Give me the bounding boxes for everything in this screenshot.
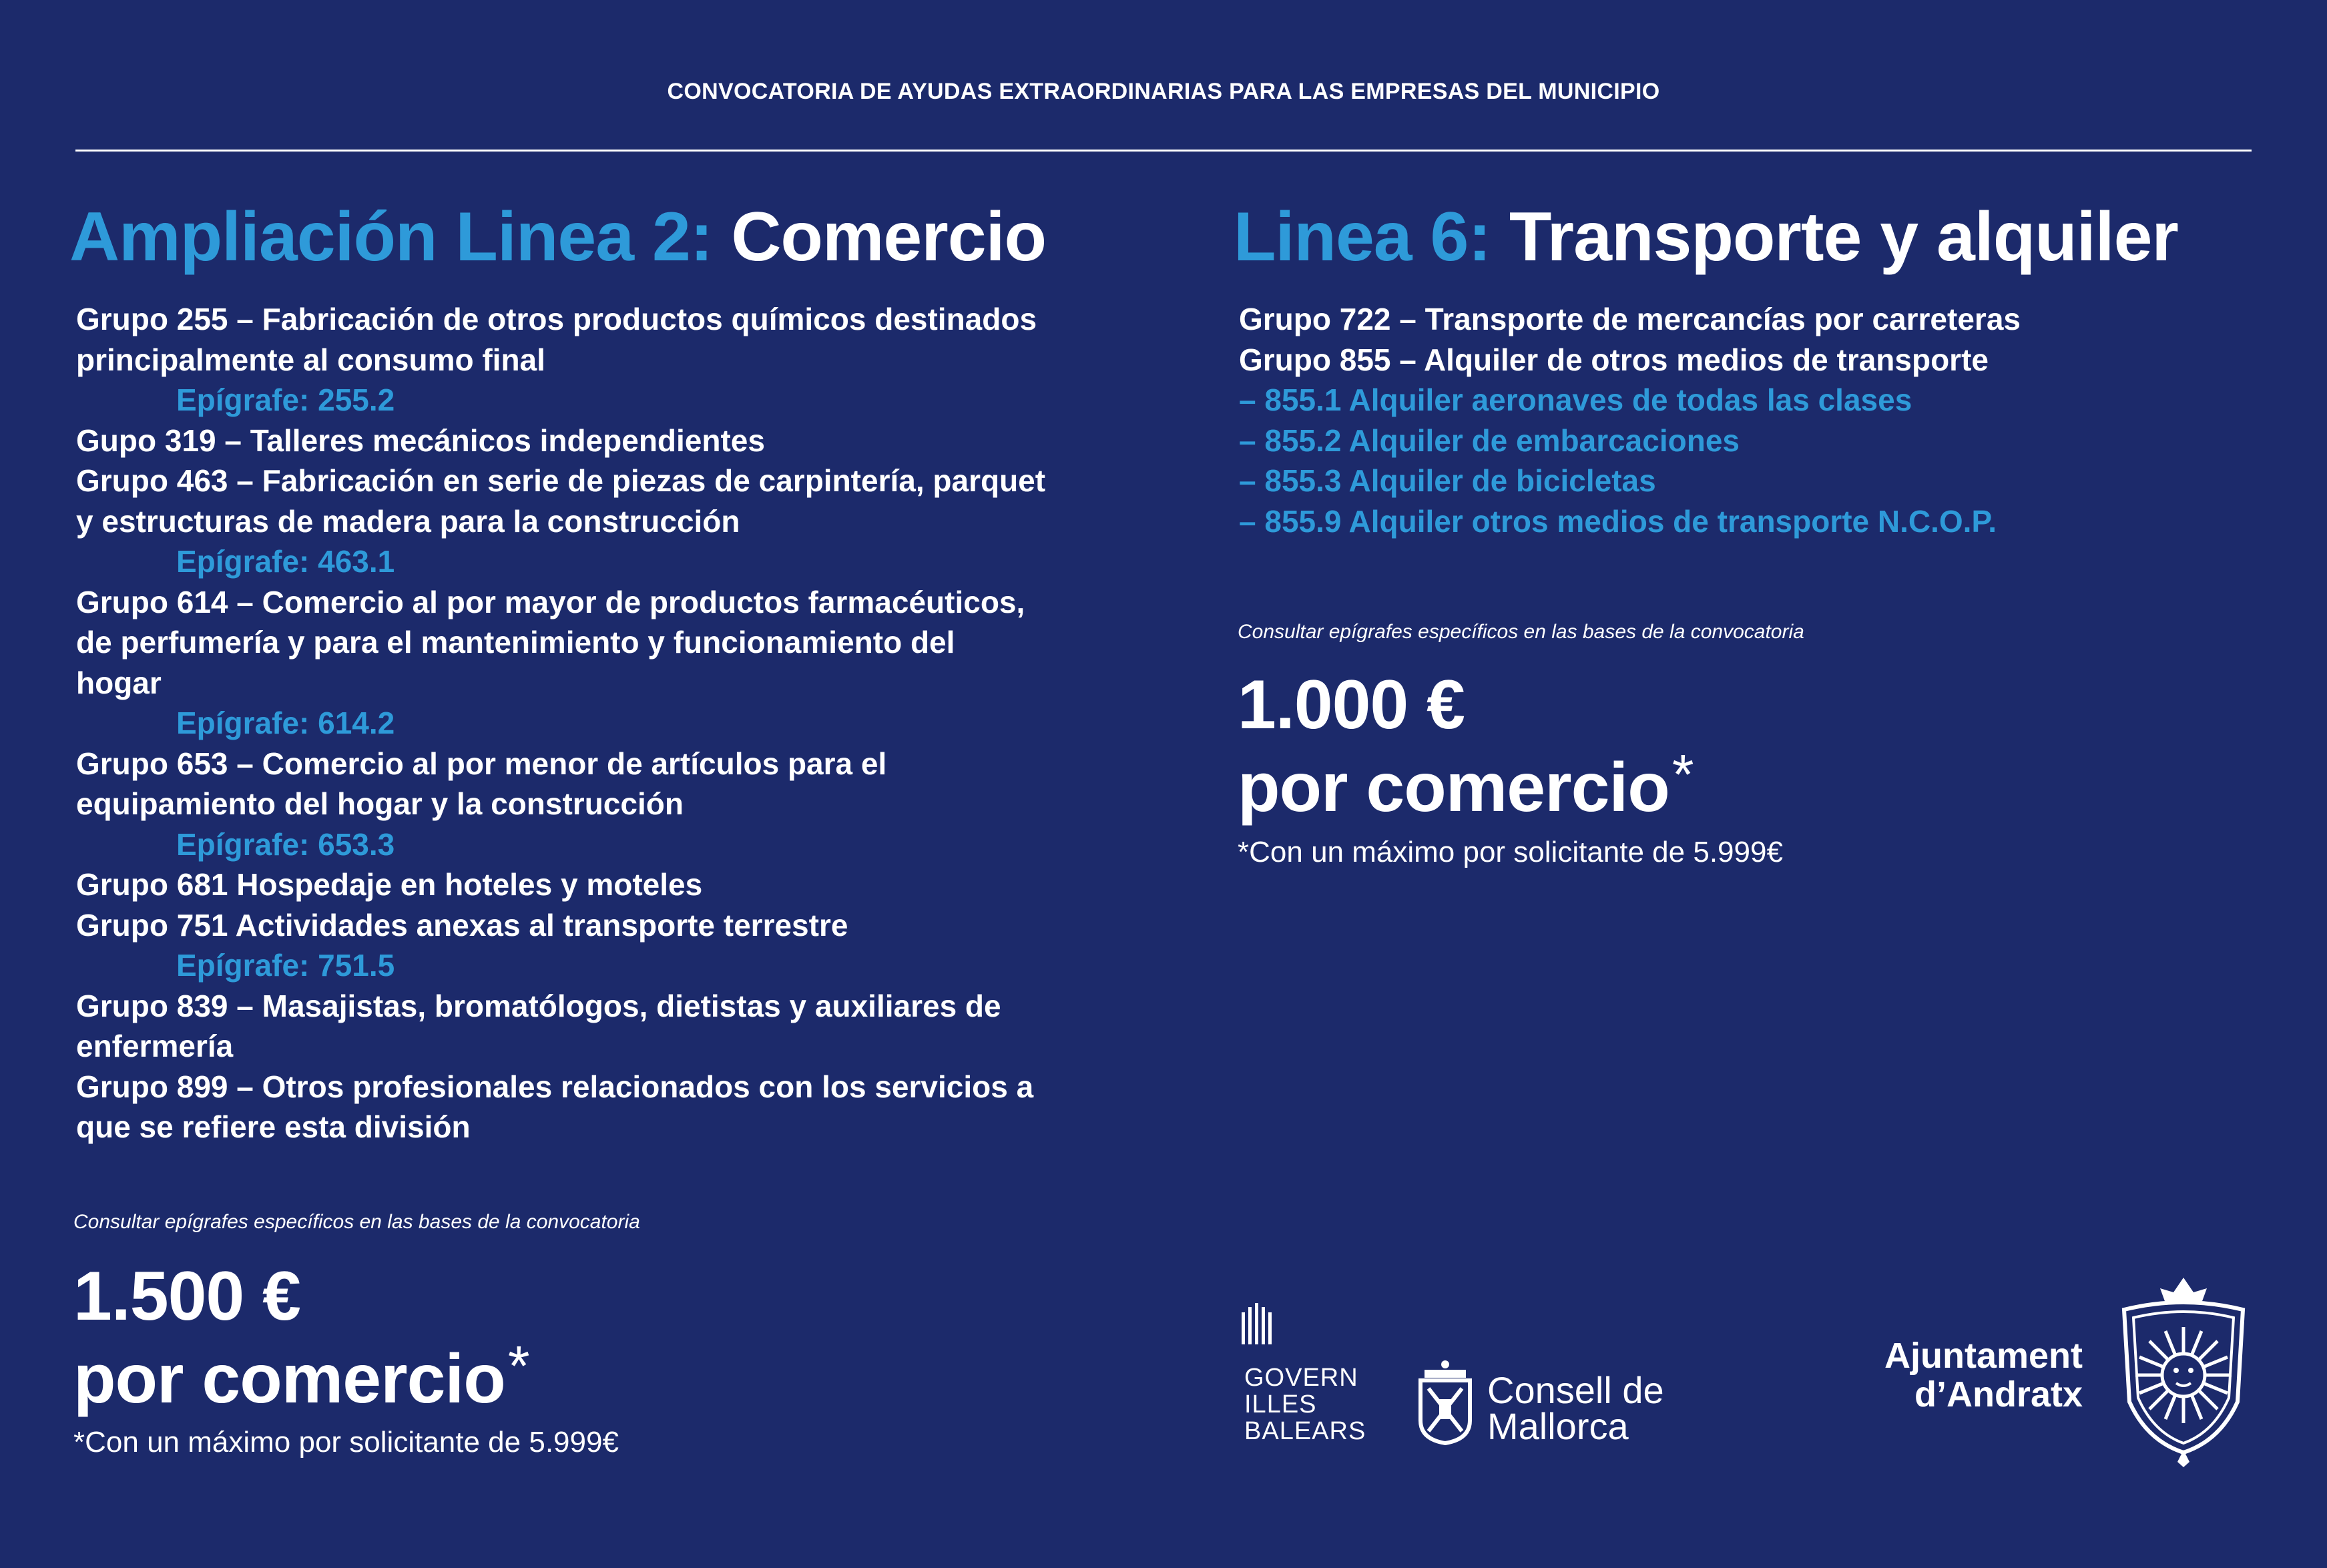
group-line: Grupo 899 – Otros profesionales relacionados con los servicios a [76, 1069, 1034, 1104]
title-accent-left: Ampliación Linea 2: [69, 198, 713, 276]
govern-text: GOVERN ILLES BALEARS [1244, 1364, 1366, 1445]
asterisk-left: * [507, 1334, 529, 1397]
govern-illes-balears-logo [1239, 1300, 1399, 1447]
consell-de-mallorca-logo [1415, 1359, 1669, 1446]
group-line: Grupo 681 Hospedaje en hoteles y moteles [76, 867, 703, 902]
epigrafe-line: Epígrafe: 255.2 [176, 382, 395, 417]
group-line: equipamiento del hogar y la construcción [76, 786, 684, 821]
group-line: Grupo 653 – Comercio al por menor de artículos para el [76, 746, 887, 781]
ajuntament-line-1: Ajuntament [1884, 1336, 2083, 1376]
asterisk-right: * [1671, 743, 1694, 806]
section-title-left [69, 194, 1137, 280]
header-divider [75, 150, 2252, 152]
title-main-left: Comercio [712, 198, 1046, 276]
title-accent-right: Linea 6: [1234, 198, 1491, 276]
group-line: enfermería [76, 1029, 234, 1063]
govern-bars-icon [1239, 1300, 1279, 1347]
group-line: y estructuras de madera para la construcción [76, 503, 740, 539]
ajuntament-andratx-logo [1884, 1275, 2263, 1469]
group-list-left [76, 299, 1137, 1147]
footnote-right: *Con un máximo por solicitante de 5.999€ [1238, 836, 1783, 868]
consell-line-2: Mallorca [1487, 1405, 1629, 1447]
ajuntament-line-2: d’Andratx [1914, 1374, 2083, 1414]
group-list-right [1239, 299, 2235, 541]
group-line: Grupo 614 – Comercio al por mayor de productos farmacéuticos, [76, 584, 1025, 619]
epigrafe-line: Epígrafe: 653.3 [176, 826, 395, 862]
group-line: Grupo 255 – Fabricación de otros productos químicos destinados [76, 302, 1037, 336]
group-line: Grupo 463 – Fabricación en serie de piezas de carpintería, parquet [76, 463, 1046, 498]
note-right: Consultar epígrafes específicos en las bases de la convocatoria [1238, 621, 1804, 643]
epigrafe-line: Epígrafe: 614.2 [176, 706, 395, 740]
section-linea-2 [69, 194, 1137, 1147]
title-main-right: Transporte y alquiler [1491, 198, 2178, 276]
section-title-right [1234, 194, 2235, 280]
subgroup-line: – 855.3 Alquiler de bicicletas [1239, 463, 1656, 498]
amount-left [73, 1258, 529, 1418]
group-line: Grupo 722 – Transporte de mercancías por carreteras [1239, 302, 2021, 336]
consell-line-1: Consell de [1487, 1369, 1664, 1411]
note-left: Consultar epígrafes específicos en las bases de la convocatoria [73, 1211, 640, 1233]
section-linea-6 [1234, 194, 2235, 541]
header-title: CONVOCATORIA DE AYUDAS EXTRAORDINARIAS PARA LAS EMPRESAS DEL MUNICIPIO [667, 79, 1660, 104]
group-line: principalmente al consumo final [76, 342, 545, 377]
amount-unit-left [73, 1331, 529, 1418]
epigrafe-line: Epígrafe: 463.1 [176, 544, 395, 579]
consell-text [1487, 1369, 1664, 1447]
epigrafe-line: Epígrafe: 751.5 [176, 948, 395, 983]
amount-value-left: 1.500 € [73, 1258, 300, 1335]
amount-unit-text-left: por comercio [73, 1340, 505, 1418]
group-line: Grupo 751 Actividades anexas al transporte terrestre [76, 907, 848, 943]
amount-unit-right [1238, 740, 1694, 826]
group-line: Gupo 319 – Talleres mecánicos independientes [76, 423, 765, 458]
subgroup-line: – 855.1 Alquiler aeronaves de todas las clases [1239, 382, 1912, 417]
group-line: Grupo 855 – Alquiler de otros medios de transporte [1239, 342, 1989, 377]
footnote-left: *Con un máximo por solicitante de 5.999€ [73, 1426, 619, 1459]
group-line: de perfumería y para el mantenimiento y funcionamiento del [76, 625, 955, 660]
subgroup-line: – 855.9 Alquiler otros medios de transporte N.C.O.P. [1239, 503, 1997, 539]
group-line: Grupo 839 – Masajistas, bromatólogos, dietistas y auxiliares de [76, 988, 1001, 1023]
amount-value-right: 1.000 € [1238, 666, 1465, 744]
subgroup-line: – 855.2 Alquiler de embarcaciones [1239, 423, 1740, 458]
ajuntament-text [1884, 1336, 2083, 1414]
group-line: hogar [76, 665, 162, 700]
consell-shield-icon [1415, 1359, 1475, 1446]
amount-unit-text-right: por comercio [1238, 749, 1669, 826]
group-line: que se refiere esta división [76, 1109, 471, 1144]
amount-right [1238, 666, 1694, 826]
andratx-crest-sun-icon [2113, 1275, 2254, 1469]
